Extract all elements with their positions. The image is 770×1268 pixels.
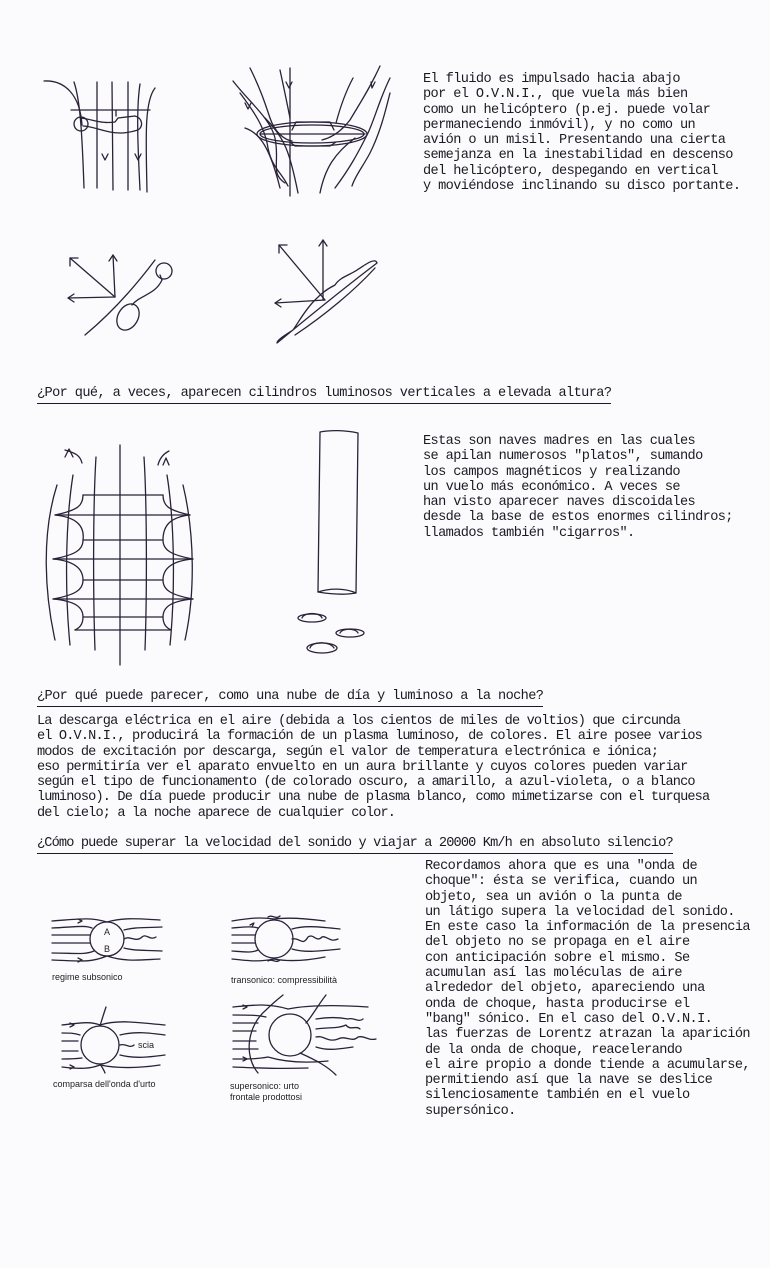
- line: del helicóptero, despegando en vertical: [423, 163, 718, 179]
- shock-wave-caption: comparsa dell'onda d'urto: [53, 1079, 156, 1089]
- section1-paragraph: [423, 72, 740, 194]
- point-a-label: A: [103, 927, 111, 937]
- point-b-label: B: [103, 944, 111, 954]
- supersonic-caption: [230, 1081, 302, 1103]
- line: semejanza en la inestabilidad en descenso: [423, 148, 733, 164]
- subsonic-caption: regime subsonico: [52, 972, 123, 982]
- line: Estas son naves madres en las cuales: [423, 434, 696, 449]
- line: objeto, sea un avión o la punta de: [425, 889, 682, 905]
- section3-paragraph: [37, 714, 709, 821]
- ufo-tilt-drawing: [265, 235, 380, 350]
- line: modos de excitación por descarga, según el valor de temperatura electrónica e iónica;: [37, 744, 659, 760]
- stacked-plates-field-drawing: [45, 445, 185, 665]
- line: permitiendo así que la nave se deslice: [425, 1073, 713, 1089]
- line: por el O.V.N.I., que vuela más bien: [423, 87, 688, 103]
- line: los campos magnéticos y realizando: [423, 464, 680, 480]
- line: En este caso la información de la presencia: [425, 920, 750, 936]
- line: el O.V.N.I., producirá la formación de un plasma luminoso, de colores. El aire posee varios: [37, 729, 702, 745]
- line: un vuelo más económico. A veces se: [423, 479, 680, 495]
- section2-paragraph: [423, 434, 733, 541]
- line: alrededor del objeto, apareciendo una: [425, 981, 705, 997]
- line: las fuerzas de Lorentz atrazan la aparición: [425, 1027, 750, 1043]
- helicopter-tilt-drawing: [60, 250, 190, 340]
- line: Recordamos ahora que es una "onda de: [425, 859, 698, 874]
- line: permaneciendo inmóvil), y no como un: [423, 117, 696, 133]
- line: del cielo; a la noche aparece de cualquier color.: [37, 805, 396, 821]
- transonic-caption: transonico: compressibilità: [231, 975, 338, 985]
- mothership-cylinder-drawing: [290, 428, 380, 658]
- line: luminoso). De día puede producir una nube de plasma blanco, como mimetizarse con el turquesa: [37, 790, 710, 806]
- subsonic-flow-diagram: [50, 915, 170, 965]
- section4-paragraph: [425, 859, 750, 1119]
- supersonic-caption-line1: supersonico: urto: [230, 1081, 300, 1091]
- line: según el tipo de funcionamento (de colorado oscuro, a amarillo, a azul-violeta, o a blanco: [37, 775, 695, 791]
- line: silenciosamente también en el vuelo: [425, 1088, 690, 1104]
- line: del objeto no se propaga en el aire: [425, 935, 690, 951]
- transonic-flow-diagram: [230, 915, 350, 965]
- line: llamados también "cigarros".: [423, 525, 635, 541]
- section3-heading: ¿Por qué puede parecer, como una nube de día y luminoso a la noche?: [37, 689, 543, 707]
- line: La descarga eléctrica en el aire (debida a los cientos de miles de voltios) que circunda: [37, 714, 681, 729]
- line: choque": ésta se verifica, cuando un: [425, 874, 698, 890]
- line: onda de choque, hasta producirse el: [425, 996, 690, 1012]
- line: avión o un misil. Presentando una cierta: [423, 133, 726, 149]
- line: desde la base de estos enormes cilindros;: [423, 510, 733, 526]
- wake-label: scia: [138, 1040, 155, 1050]
- supersonic-flow-diagram: [228, 995, 383, 1077]
- line: acumulan así las moléculas de aire: [425, 966, 682, 982]
- supersonic-caption-line2: frontale prodottosi: [230, 1092, 303, 1102]
- line: el aire propio a donde tiende a acumularse,: [425, 1057, 750, 1073]
- line: eso permitiría ver el aparato envuelto en un aura brillante y cuyos colores pueden variar: [37, 759, 688, 775]
- line: El fluido es impulsado hacia abajo: [423, 72, 680, 87]
- shock-wave-diagram: [60, 1005, 175, 1075]
- line: y moviéndose inclinando su disco portante.: [423, 179, 741, 195]
- line: con anticipación sobre el mismo. Se: [425, 950, 690, 966]
- section2-heading: ¿Por qué, a veces, aparecen cilindros luminosos verticales a elevada altura?: [37, 386, 611, 404]
- ufo-downwash-drawing: [230, 58, 395, 203]
- line: supersónico.: [425, 1103, 516, 1119]
- line: como un helicóptero (p.ej. puede volar: [423, 102, 711, 118]
- line: de la onda de choque, reacelerando: [425, 1042, 682, 1058]
- section4-heading: ¿Cómo puede superar la velocidad del sonido y viajar a 20000 Km/h en absoluto silencio?: [37, 836, 673, 854]
- line: "bang" sónico. En el caso del O.V.N.I.: [425, 1011, 713, 1027]
- line: han visto aparecer naves discoidales: [423, 495, 696, 511]
- line: se apilan numerosos "platos", sumando: [423, 449, 703, 465]
- line: un látigo supera la velocidad del sonido.: [425, 904, 735, 920]
- helicopter-downwash-drawing: [40, 70, 160, 195]
